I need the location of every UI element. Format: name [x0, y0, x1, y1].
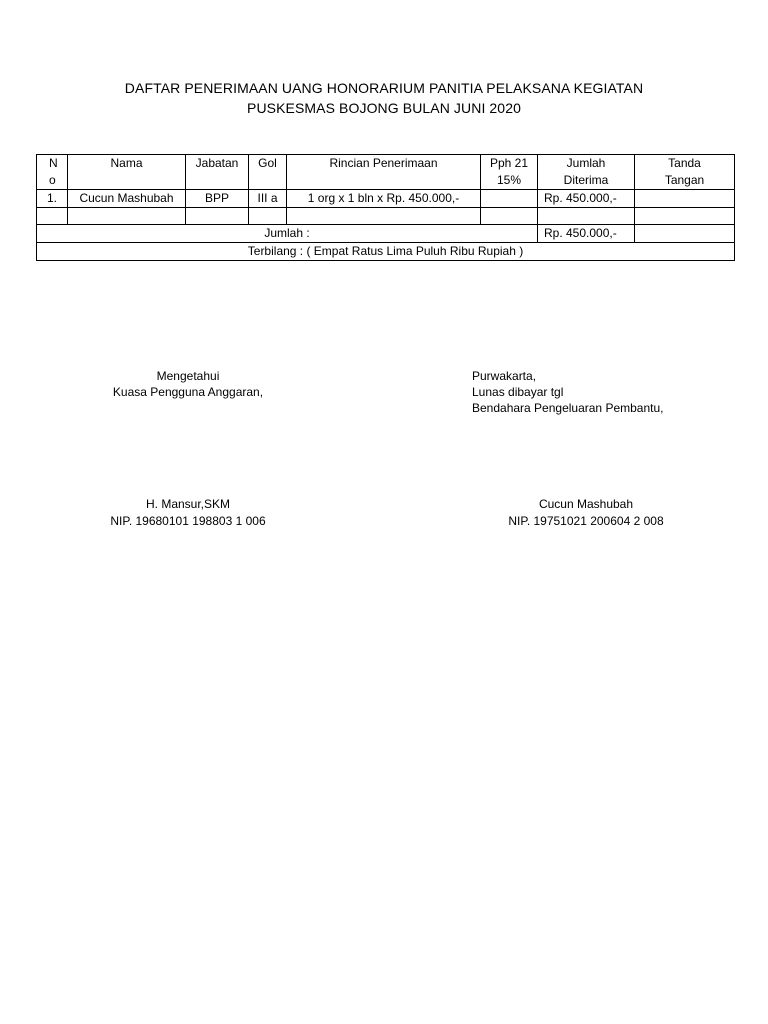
total-label: Jumlah : — [37, 225, 538, 243]
row-jabatan: BPP — [186, 190, 249, 208]
row-gol: III a — [249, 190, 287, 208]
header-tanda — [635, 155, 735, 190]
honorarium-table — [36, 154, 735, 261]
right-signature-line-2: Lunas dibayar tgl — [472, 385, 564, 399]
right-signer-name: Cucun Mashubah — [538, 497, 634, 511]
total-value: Rp. 450.000,- — [538, 225, 635, 243]
header-pph-line1: Pph 21 — [489, 156, 529, 170]
header-pph-line2: 15% — [496, 173, 522, 187]
document-title-line-2: PUSKESMAS BOJONG BULAN JUNI 2020 — [247, 100, 521, 116]
row-no: 1. — [37, 190, 68, 208]
table-empty-row — [37, 208, 735, 225]
header-jumlah — [538, 155, 635, 190]
left-signer-name: H. Mansur,SKM — [145, 497, 231, 511]
right-signer-nip: NIP. 19751021 200604 2 008 — [508, 514, 664, 528]
document-title-line-1: DAFTAR PENERIMAAN UANG HONORARIUM PANITIA PELAKSANA KEGIATAN — [124, 80, 644, 96]
left-signature-line-1: Mengetahui — [156, 369, 220, 383]
header-pph — [481, 155, 538, 190]
row-pph — [481, 190, 538, 208]
left-signature-line-2: Kuasa Pengguna Anggaran, — [112, 385, 264, 399]
header-tanda-line1: Tanda — [668, 156, 701, 170]
table-header-row — [37, 155, 735, 190]
header-jumlah-line1: Jumlah — [566, 156, 606, 170]
table-row — [37, 190, 735, 208]
row-jumlah: Rp. 450.000,- — [538, 190, 635, 208]
row-nama: Cucun Mashubah — [68, 190, 186, 208]
right-signature-line-3: Bendahara Pengeluaran Pembantu, — [472, 401, 664, 415]
header-no: No — [37, 155, 68, 190]
header-jabatan: Jabatan — [186, 155, 249, 190]
header-gol: Gol — [249, 155, 287, 190]
header-nama: Nama — [68, 155, 186, 190]
terbilang-text: Terbilang : ( Empat Ratus Lima Puluh Ribu Rupiah ) — [37, 243, 735, 261]
header-tanda-line2: Tangan — [664, 173, 705, 187]
right-signature-line-1: Purwakarta, — [472, 369, 537, 383]
header-jumlah-line2: Diterima — [563, 173, 609, 187]
row-rincian: 1 org x 1 bln x Rp. 450.000,- — [287, 190, 481, 208]
left-signer-nip: NIP. 19680101 198803 1 006 — [110, 514, 266, 528]
row-tanda — [635, 190, 735, 208]
table-terbilang-row — [37, 243, 735, 261]
header-rincian: Rincian Penerimaan — [287, 155, 481, 190]
table-total-row — [37, 225, 735, 243]
